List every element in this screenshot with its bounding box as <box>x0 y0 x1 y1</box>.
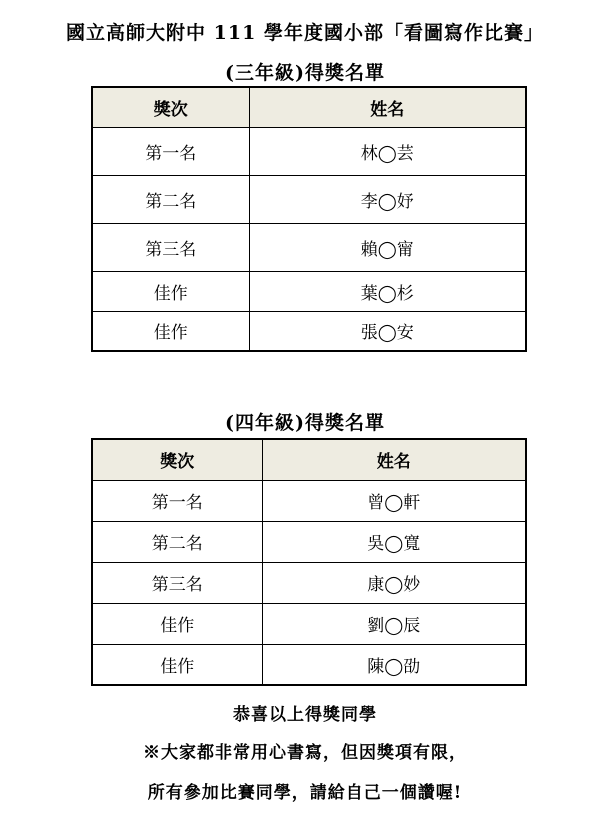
award-cell: 第三名 <box>92 223 249 271</box>
table-row <box>92 603 526 644</box>
column-header-name: 姓名 <box>249 87 526 127</box>
award-cell: 第二名 <box>92 521 262 562</box>
column-header-name: 姓名 <box>262 439 526 480</box>
table-row <box>92 311 526 351</box>
table-row <box>92 562 526 603</box>
name-cell: 吳◯寬 <box>262 521 526 562</box>
grade4-award-table <box>91 438 527 686</box>
column-header-award: 獎次 <box>92 439 262 480</box>
name-cell: 李◯妤 <box>249 175 526 223</box>
award-cell: 第三名 <box>92 562 262 603</box>
table-row <box>92 521 526 562</box>
award-cell: 佳作 <box>92 311 249 351</box>
column-header-award: 獎次 <box>92 87 249 127</box>
award-cell: 第二名 <box>92 175 249 223</box>
award-cell: 佳作 <box>92 603 262 644</box>
name-cell: 陳◯劭 <box>262 644 526 685</box>
grade3-subtitle: (三年級)得獎名單 <box>225 62 385 84</box>
award-cell: 佳作 <box>92 644 262 685</box>
name-cell: 林◯芸 <box>249 127 526 175</box>
name-cell: 康◯妙 <box>262 562 526 603</box>
name-cell: 張◯安 <box>249 311 526 351</box>
note-text-line1: ※大家都非常用心書寫，但因獎項有限， <box>143 743 467 763</box>
page-title: 國立高師大附中 111 學年度國小部「看圖寫作比賽」 <box>66 22 544 44</box>
award-cell: 第一名 <box>92 127 249 175</box>
name-cell: 賴◯甯 <box>249 223 526 271</box>
table-row <box>92 271 526 311</box>
table-row <box>92 480 526 521</box>
name-cell: 葉◯杉 <box>249 271 526 311</box>
table-row <box>92 127 526 175</box>
grade3-award-table <box>91 86 527 352</box>
table-row <box>92 175 526 223</box>
congratulations-text: 恭喜以上得獎同學 <box>233 705 377 725</box>
table-header-row <box>92 439 526 480</box>
name-cell: 曾◯軒 <box>262 480 526 521</box>
award-cell: 佳作 <box>92 271 249 311</box>
table-row <box>92 644 526 685</box>
table-row <box>92 223 526 271</box>
award-cell: 第一名 <box>92 480 262 521</box>
table-header-row <box>92 87 526 127</box>
note-text-line2: 所有參加比賽同學，請給自己一個讚喔! <box>147 783 463 803</box>
name-cell: 劉◯辰 <box>262 603 526 644</box>
grade4-subtitle: (四年級)得獎名單 <box>225 412 385 434</box>
